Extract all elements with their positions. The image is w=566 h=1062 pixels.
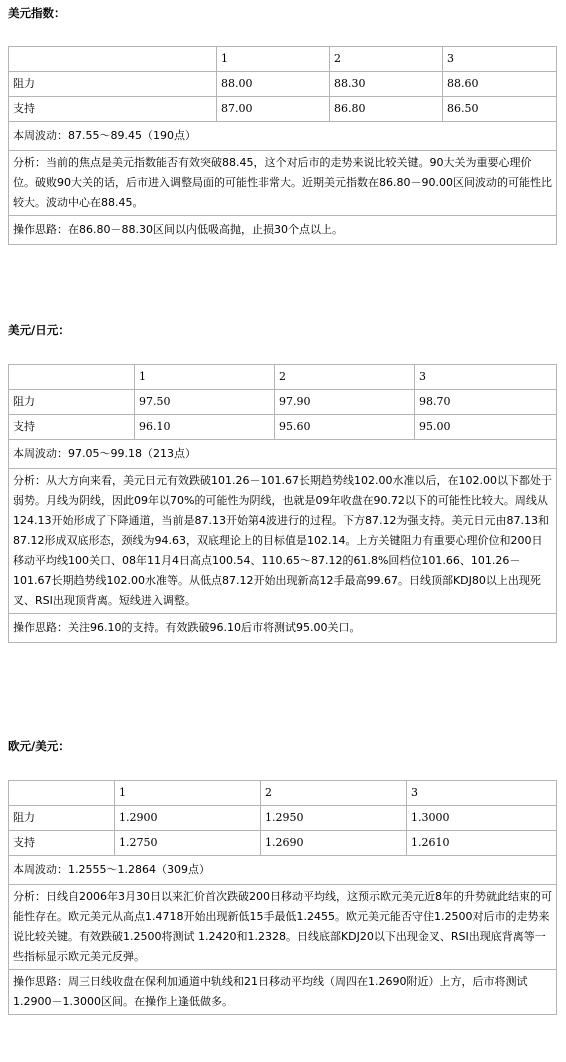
value-cell: 97.90 [275,390,415,415]
quote-table [8,780,557,1015]
resistance-row [9,390,557,415]
header-cell: 1 [217,47,330,72]
analysis-row [9,885,557,970]
header-cell: 3 [407,781,557,806]
header-cell: 1 [135,365,275,390]
value-cell: 88.00 [217,72,330,97]
range-row [9,440,557,469]
support-row [9,97,557,122]
analysis-row [9,151,557,216]
value-cell: 1.2900 [115,806,261,831]
value-cell: 1.2690 [261,831,407,856]
value-cell: 87.00 [217,97,330,122]
row-label: 支持 [9,97,217,122]
strategy-row [9,970,557,1015]
header-row [9,781,557,806]
row-label: 阻力 [9,390,135,415]
support-row [9,831,557,856]
row-label: 阻力 [9,72,217,97]
header-cell: 2 [261,781,407,806]
value-cell: 96.10 [135,415,275,440]
section-title: 美元/日元： [8,323,70,337]
support-row [9,415,557,440]
range-row [9,856,557,885]
analysis-row [9,469,557,614]
value-cell: 86.80 [330,97,443,122]
value-cell: 95.60 [275,415,415,440]
row-label: 支持 [9,415,135,440]
strategy-text: 操作思路：周三日线收盘在保利加通道中轨线和21日移动平均线（周四在1.2690附近）上方，后市将测试1.2900－1.3000区间。在操作上逢低做多。 [9,970,557,1015]
header-cell: 2 [330,47,443,72]
strategy-text: 操作思路：在86.80－88.30区间以内低吸高抛，止损30个点以上。 [9,216,557,245]
value-cell: 1.3000 [407,806,557,831]
value-cell: 97.50 [135,390,275,415]
weekly-range: 本周波动：87.55～89.45（190点） [9,122,557,151]
value-cell: 1.2750 [115,831,261,856]
section-title: 欧元/美元： [8,739,70,753]
resistance-row [9,806,557,831]
value-cell: 86.50 [443,97,557,122]
row-label: 阻力 [9,806,115,831]
quote-table [8,364,557,643]
value-cell: 88.30 [330,72,443,97]
section-title: 美元指数： [8,6,66,20]
header-cell [9,781,115,806]
header-row [9,365,557,390]
analysis-text: 分析：日线自2006年3月30日以来汇价首次跌破200日移动平均线，这预示欧元美元近8年的升势就此结束的可能性存在。欧元美元从高点1.4718开始出现新低15手最低1.2455。欧元美元能否守住1.2500对后市的走势来说比较关键。有效跌破1.2500将测试 1.2420和1.2328。日线底部KDJ20以下出现金叉、RSI出现底背离等一些指标显示欧元美元反弹。 [9,885,557,970]
quote-table [8,46,557,245]
header-row [9,47,557,72]
header-cell: 3 [443,47,557,72]
value-cell: 95.00 [415,415,557,440]
strategy-row [9,216,557,245]
value-cell: 88.60 [443,72,557,97]
weekly-range: 本周波动：1.2555～1.2864（309点） [9,856,557,885]
strategy-row [9,614,557,643]
weekly-range: 本周波动：97.05～99.18（213点） [9,440,557,469]
analysis-text: 分析：从大方向来看，美元日元有效跌破101.26－101.67长期趋势线102.00水准以后，在102.00以下都处于弱势。月线为阴线，因此09年以70%的可能性为阴线，也就是09年收盘在90.72以下的可能性比较大。周线从124.13开始形成了下降通道，当前是87.13开始第4波进行的过程。下方87.12为强支持。美元日元由87.13和87.12形成双底形态，颈线为94.63，双底理论上的目标值是102.14。上方关键阻力有重要心理价位和200日移动平均线100关口、08年11月4日高点100.54、110.65～87.12的61.8%回档位101.66、101.26－101.67长期趋势线102.00水准等。从低点87.12开始出现新高12手最高99.67。日线顶部KDJ80以上出现死叉、RSI出现顶背离。短线进入调整。 [9,469,557,614]
header-cell [9,365,135,390]
value-cell: 1.2610 [407,831,557,856]
header-cell: 2 [275,365,415,390]
header-cell: 1 [115,781,261,806]
analysis-text: 分析：当前的焦点是美元指数能否有效突破88.45，这个对后市的走势来说比较关键。90大关为重要心理价位。破败90大关的话，后市进入调整局面的可能性非常大。近期美元指数在86.80－90.00区间波动的可能性比较大。波动中心在88.45。 [9,151,557,216]
row-label: 支持 [9,831,115,856]
value-cell: 98.70 [415,390,557,415]
header-cell: 3 [415,365,557,390]
strategy-text: 操作思路：关注96.10的支持。有效跌破96.10后市将测试95.00关口。 [9,614,557,643]
resistance-row [9,72,557,97]
value-cell: 1.2950 [261,806,407,831]
header-cell [9,47,217,72]
range-row [9,122,557,151]
